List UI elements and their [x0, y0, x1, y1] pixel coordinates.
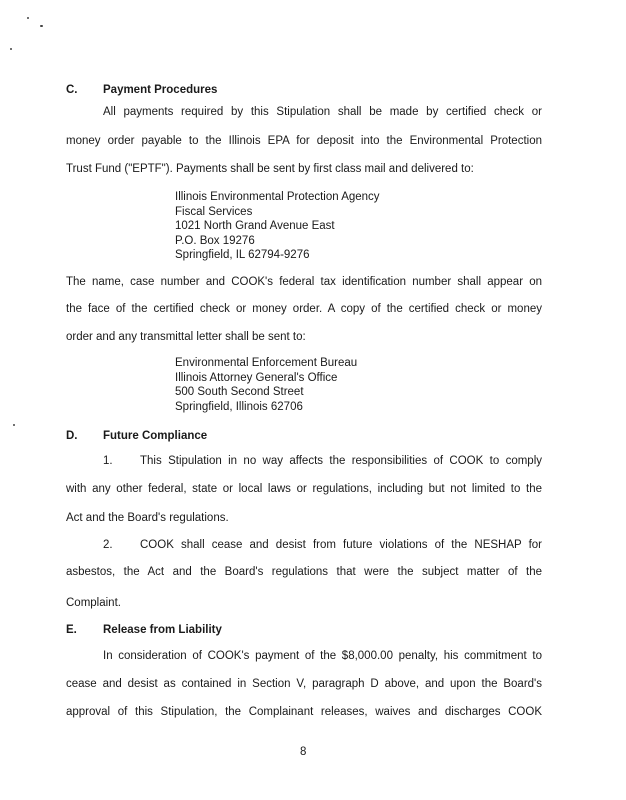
- address-line: Springfield, Illinois 62706: [175, 400, 303, 413]
- scan-speck: [27, 17, 29, 19]
- body-line: the face of the certified check or money order. A copy of the certified check or money: [66, 303, 542, 315]
- section-d-letter: D.: [66, 430, 78, 442]
- section-c-title: Payment Procedures: [103, 84, 218, 96]
- section-d-title: Future Compliance: [103, 430, 208, 442]
- body-line: Trust Fund ("EPTF"). Payments shall be sent by first class mail and delivered to:: [66, 163, 474, 175]
- body-line: The name, case number and COOK's federal tax identification number shall appear on: [66, 276, 542, 288]
- section-e-title: Release from Liability: [103, 624, 222, 636]
- copy-address: [175, 356, 357, 414]
- body-line: Act and the Board's regulations.: [66, 512, 229, 524]
- address-line: Illinois Attorney General's Office: [175, 371, 338, 384]
- body-line: cease and desist as contained in Section V, paragraph D above, and upon the Board's: [66, 678, 542, 690]
- page-number: 8: [300, 746, 307, 758]
- scan-speck: [13, 424, 15, 426]
- address-line: Fiscal Services: [175, 205, 253, 218]
- scan-speck: [40, 25, 43, 27]
- body-line: All payments required by this Stipulation shall be made by certified check or: [103, 106, 542, 118]
- address-line: 500 South Second Street: [175, 386, 304, 398]
- section-c-letter: C.: [66, 84, 78, 96]
- body-line: approval of this Stipulation, the Complainant releases, waives and discharges COOK: [66, 706, 542, 718]
- body-line: COOK shall cease and desist from future violations of the NESHAP for: [140, 539, 542, 551]
- item-number: 2.: [103, 539, 113, 551]
- body-line: This Stipulation in no way affects the responsibilities of COOK to comply: [140, 455, 542, 467]
- body-line: order and any transmittal letter shall be sent to:: [66, 331, 306, 343]
- scan-speck: [10, 48, 12, 50]
- section-e-letter: E.: [66, 624, 77, 636]
- item-number: 1.: [103, 455, 113, 467]
- body-line: asbestos, the Act and the Board's regulations that were the subject matter of the: [66, 566, 542, 578]
- payment-address: [175, 190, 380, 263]
- body-line: In consideration of COOK's payment of the $8,000.00 penalty, his commitment to: [103, 650, 542, 662]
- address-line: Springfield, IL 62794-9276: [175, 249, 310, 261]
- body-line: with any other federal, state or local laws or regulations, including but not limited to the: [66, 483, 542, 495]
- address-line: Illinois Environmental Protection Agency: [175, 191, 380, 203]
- address-line: Environmental Enforcement Bureau: [175, 357, 358, 369]
- body-line: money order payable to the Illinois EPA for deposit into the Environmental Protection: [66, 135, 542, 147]
- address-line: 1021 North Grand Avenue East: [175, 220, 335, 232]
- address-line: P.O. Box 19276: [175, 234, 255, 247]
- body-line: Complaint.: [66, 597, 121, 609]
